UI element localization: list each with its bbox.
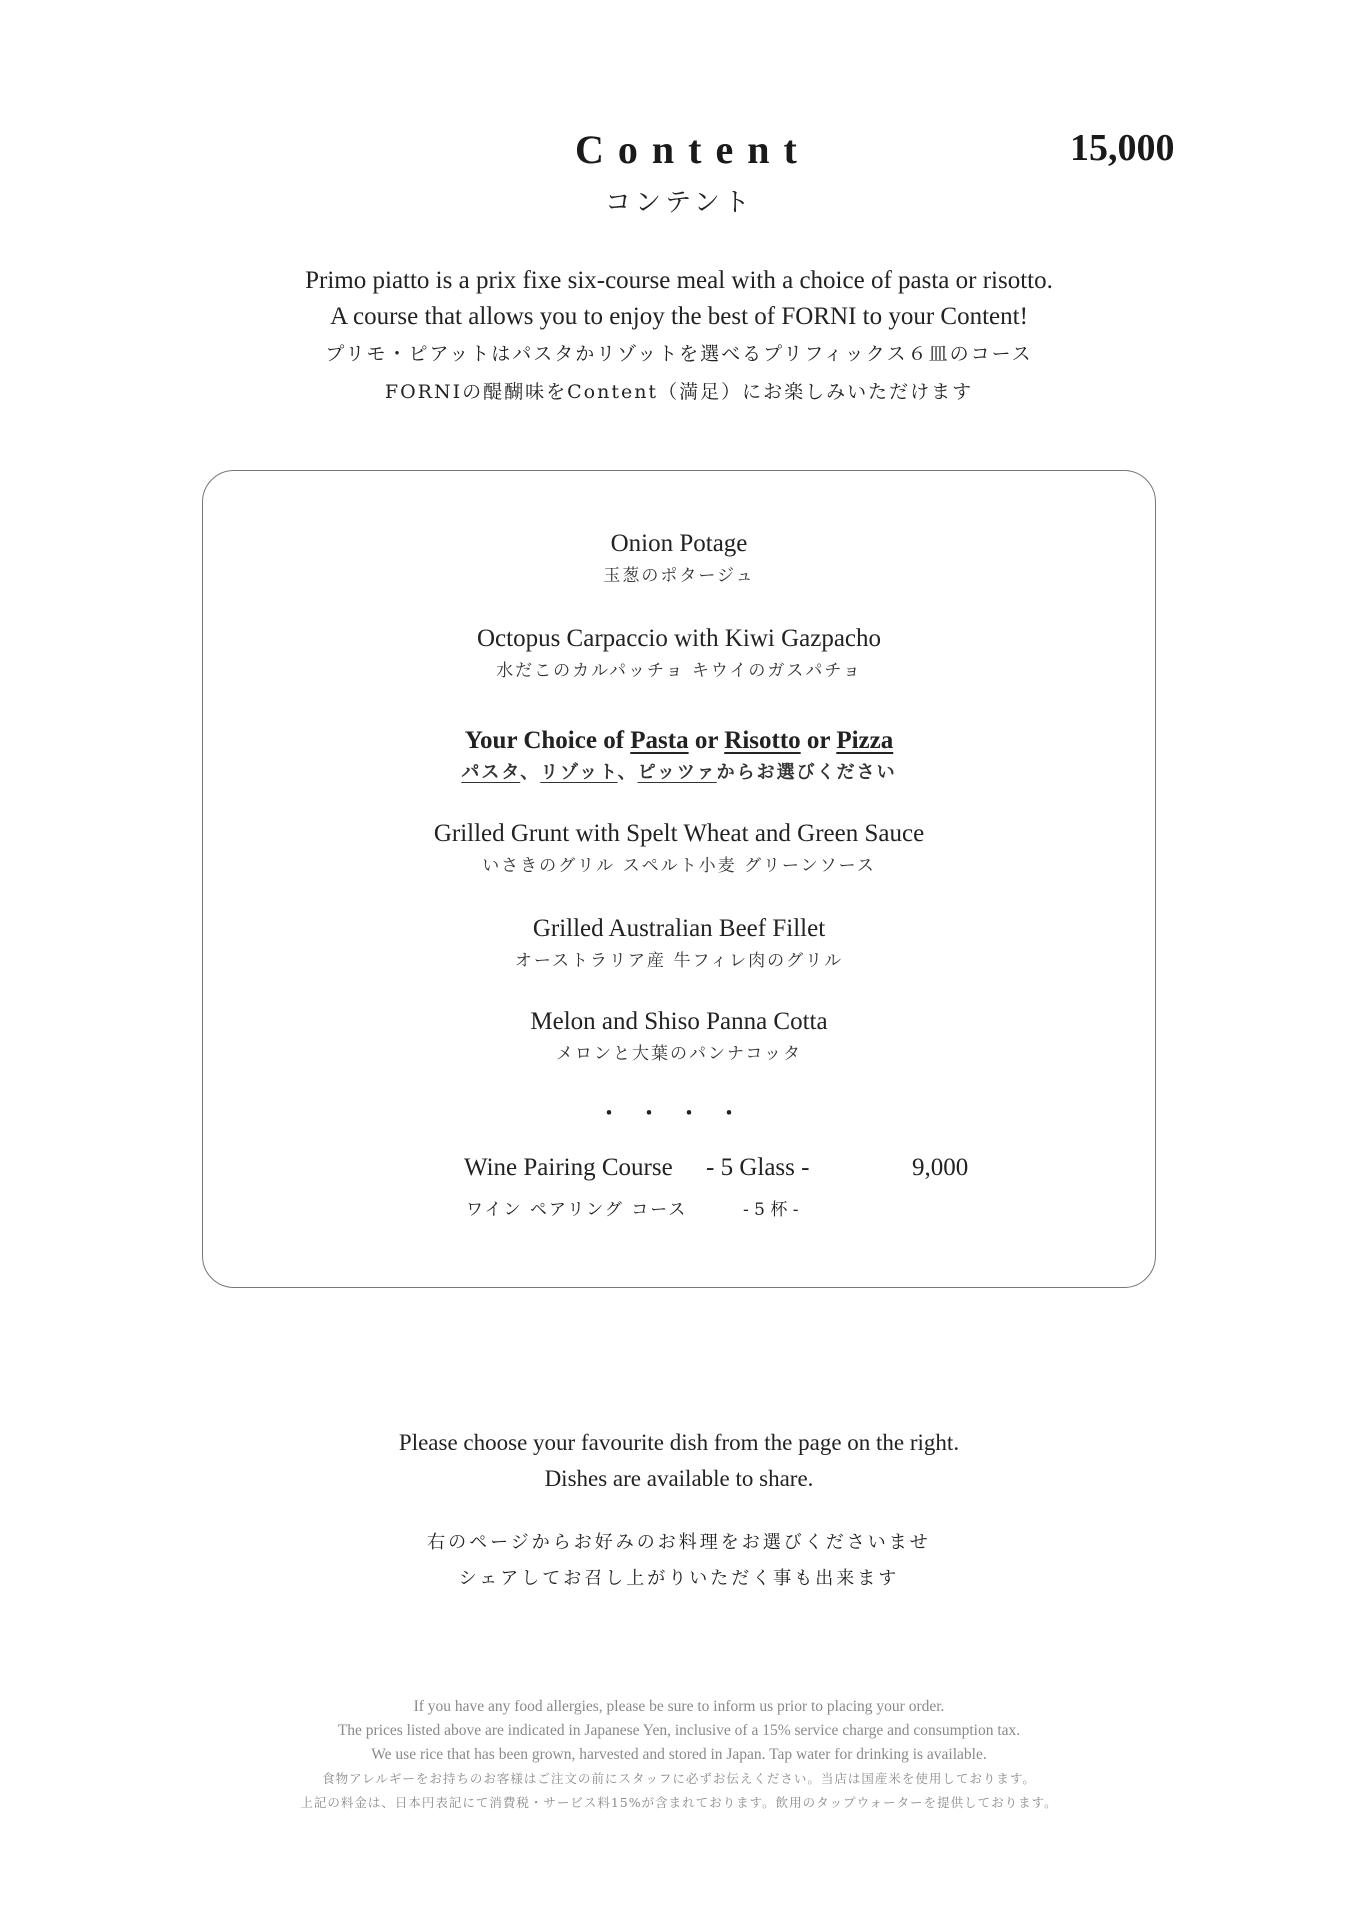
footer-line2: The prices listed above are indicated in Japanese Yen, inclusive of a 15% service charge and consumption tax. [337,1722,1021,1739]
choice-jp-suffix: からお選びください [716,762,897,783]
footer-jp-line2: 上記の料金は、日本円表記にて消費税・サービス料15%が含まれております。飲用のタップウォーターを提供しております。 [300,1795,1058,1810]
course-en: Octopus Carpaccio with Kiwi Gazpacho [476,625,882,652]
choice-jp-pasta: パスタ [461,762,521,783]
course-en: Melon and Shiso Panna Cotta [530,1008,828,1035]
course-jp: 水だこのカルパッチョ キウイのガスパチョ [496,661,862,681]
intro-en-line2: A course that allows you to enjoy the best of FORNI to your Content! [330,303,1028,330]
course-en: Grilled Grunt with Spelt Wheat and Green Sauce [433,820,925,847]
choice-jp-sep: 、 [520,762,541,783]
course-item [0,1005,1358,1069]
course-en: Onion Potage [610,530,748,557]
choose-jp-line1: 右のページからお好みのお料理をお選びくださいませ [427,1532,931,1553]
intro-text [0,263,1358,411]
divider-dots: ・・・・ [599,1101,759,1125]
footer-line1: If you have any food allergies, please be sure to inform us prior to placing your order. [413,1698,945,1715]
choice-pasta: Pasta [630,727,689,754]
footer-notes [0,1695,1358,1815]
course-title-jp: コンテント [605,188,754,218]
choose-en-line2: Dishes are available to share. [544,1466,814,1491]
choose-notice-jp [0,1525,1358,1597]
footer-jp-line1: 食物アレルギーをお持ちのお客様はご注文の前にスタッフに必ずお伝えください。当店は国産米を使用しております。 [322,1771,1036,1786]
intro-jp-line2: FORNIの醍醐味をContent（満足）にお楽しみいただけます [384,381,974,403]
course-item [0,912,1358,976]
choice-jp-risotto: リゾット [540,762,618,783]
choice-or: or [688,727,725,754]
course-item [0,622,1358,686]
choice-pizza: Pizza [836,727,894,754]
course-title: Content [575,127,811,172]
course-choice-jp [0,758,1358,788]
wine-pairing-label: Wine Pairing Course [464,1154,673,1181]
course-price: 15,000 [1070,127,1175,169]
wine-pairing-glass: - 5 Glass - [706,1154,810,1181]
course-choice [0,724,1358,788]
course-jp: オーストラリア産 牛フィレ肉のグリル [514,951,844,971]
course-jp: 玉葱のポタージュ [603,566,755,586]
wine-pairing-glass-jp: - 5 杯 - [743,1200,799,1220]
choice-jp-pizza: ピッツァ [637,762,717,783]
intro-en-line1: Primo piatto is a prix fixe six-course meal with a choice of pasta or risotto. [305,267,1053,294]
choice-jp-sep: 、 [617,762,638,783]
footer-line3: We use rice that has been grown, harvested and stored in Japan. Tap water for drinking is available. [371,1746,987,1763]
choose-notice [0,1425,1358,1497]
choose-jp-line2: シェアしてお召し上がりいただく事も出来ます [458,1568,900,1589]
course-jp: メロンと大葉のパンナコッタ [556,1044,802,1064]
choice-or: or [800,727,837,754]
intro-jp-line1: プリモ・ピアットはパスタかリゾットを選べるプリフィックス６皿のコース [325,343,1033,365]
wine-pairing-price: 9,000 [912,1154,969,1181]
choice-prefix: Your Choice of [464,727,631,754]
course-jp: いさきのグリル スペルト小麦 グリーンソース [482,856,876,876]
course-en: Grilled Australian Beef Fillet [532,915,826,942]
choice-risotto: Risotto [724,727,801,754]
course-item [0,527,1358,591]
wine-pairing-label-jp: ワイン ペアリング コース [466,1200,688,1220]
choose-en-line1: Please choose your favourite dish from the page on the right. [398,1430,960,1455]
course-item [0,817,1358,881]
course-choice-en [0,724,1358,758]
